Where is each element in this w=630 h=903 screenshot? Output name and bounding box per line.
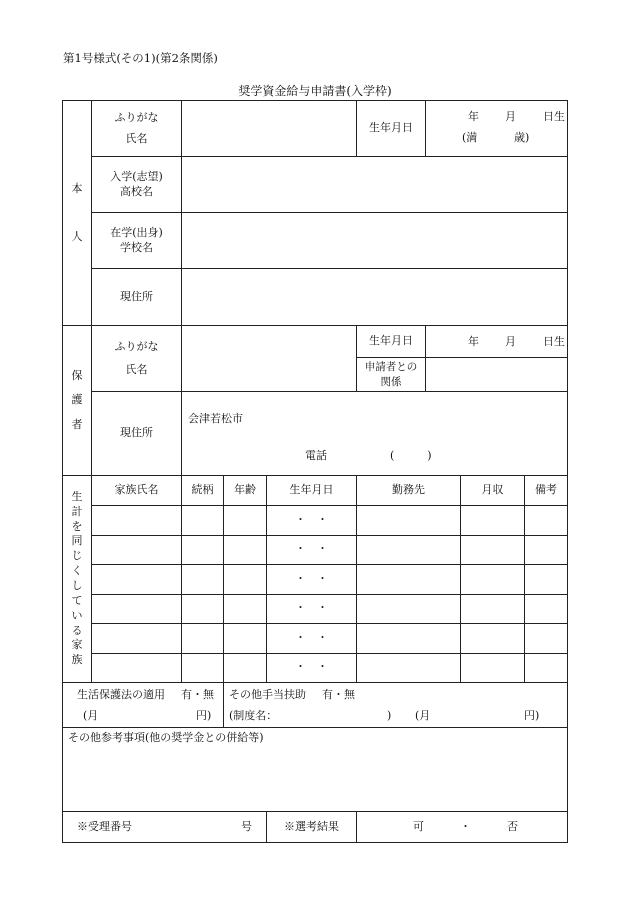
family-col-birthdate: 生年月日 — [267, 476, 357, 506]
family-workplace-cell[interactable] — [357, 506, 461, 536]
guardian-phone-parens: ( ) — [390, 448, 432, 462]
family-name-cell[interactable] — [92, 565, 182, 595]
current-school-label-text: 在学(出身) 学校名 — [110, 225, 163, 254]
guardian-birth-day: 日生 — [543, 335, 566, 348]
receipt-number-suffix: 号 — [241, 820, 252, 833]
family-relation-cell[interactable] — [182, 594, 224, 624]
applicant-section-text: 本 人 — [71, 181, 83, 244]
family-age-cell[interactable] — [224, 565, 267, 595]
family-income-cell[interactable] — [461, 565, 525, 595]
guardian-name-field[interactable] — [182, 326, 357, 392]
family-row — [63, 624, 568, 654]
guardian-phone-label: 電話 — [305, 448, 327, 462]
date-dots: ・ ・ — [295, 601, 328, 615]
applicant-name-label: 氏名 — [125, 131, 148, 145]
family-workplace-cell[interactable] — [357, 565, 461, 595]
guardian-address-value: 会津若松市 — [188, 412, 243, 425]
guardian-address-field[interactable] — [182, 392, 568, 476]
family-birthdate-cell[interactable] — [267, 565, 357, 595]
guardian-birthdate-field[interactable] — [426, 326, 568, 358]
applicant-name-field[interactable] — [182, 101, 357, 157]
family-workplace-cell[interactable] — [357, 653, 461, 683]
current-school-label — [92, 213, 182, 269]
date-dots: ・ ・ — [295, 512, 328, 526]
family-row — [63, 535, 568, 565]
family-remarks-cell[interactable] — [525, 506, 568, 536]
family-relation-cell[interactable] — [182, 535, 224, 565]
family-income-cell[interactable] — [461, 653, 525, 683]
welfare-month-open: (月 — [83, 709, 99, 722]
applicant-birth-month: 月 — [505, 110, 517, 123]
target-school-label — [92, 157, 182, 213]
welfare-cell[interactable] — [63, 683, 224, 728]
date-dots: ・ ・ — [295, 571, 328, 585]
family-col-age: 年齢 — [224, 476, 267, 506]
family-name-cell[interactable] — [92, 594, 182, 624]
family-col-name: 家族氏名 — [92, 476, 182, 506]
other-yen-close: 円) — [524, 709, 540, 722]
target-school-label-text: 入学(志望) 高校名 — [110, 169, 163, 198]
date-dots: ・ ・ — [295, 630, 328, 644]
family-income-cell[interactable] — [461, 624, 525, 654]
application-form-table — [62, 100, 568, 843]
guardian-furigana-label: ふりがな — [114, 339, 159, 353]
selection-result-label: ※選考結果 — [267, 812, 357, 843]
program-name-close: ) — [387, 709, 392, 722]
applicant-furigana-label: ふりがな — [114, 110, 159, 124]
other-month-open: (月 — [415, 709, 431, 722]
family-remarks-cell[interactable] — [525, 565, 568, 595]
form-title: 奨学資金給与申請書(入学枠) — [238, 84, 392, 98]
guardian-relation-label-text: 申請者との 関係 — [364, 361, 418, 388]
family-age-cell[interactable] — [224, 653, 267, 683]
result-no: 否 — [507, 820, 519, 833]
applicant-age-close: 歳) — [514, 131, 530, 144]
receipt-number-label: ※受理番号 — [77, 820, 132, 833]
applicant-section-label — [63, 101, 92, 326]
family-name-cell[interactable] — [92, 506, 182, 536]
applicant-name-label-cell — [92, 101, 182, 157]
family-row — [63, 565, 568, 595]
family-name-cell[interactable] — [92, 535, 182, 565]
family-remarks-cell[interactable] — [525, 535, 568, 565]
family-birthdate-cell[interactable] — [267, 653, 357, 683]
guardian-address-label: 現住所 — [92, 392, 182, 476]
family-relation-cell[interactable] — [182, 506, 224, 536]
program-name-label: (制度名： — [229, 709, 278, 722]
other-assistance-options: 有・無 — [322, 688, 355, 701]
family-birthdate-cell[interactable] — [267, 506, 357, 536]
applicant-address-field[interactable] — [182, 269, 568, 326]
family-workplace-cell[interactable] — [357, 535, 461, 565]
guardian-birthdate-label: 生年月日 — [357, 326, 426, 358]
guardian-section-label — [63, 326, 92, 476]
welfare-yen-close: 円) — [196, 709, 212, 722]
family-col-workplace: 勤務先 — [357, 476, 461, 506]
family-remarks-cell[interactable] — [525, 653, 568, 683]
family-birthdate-cell[interactable] — [267, 624, 357, 654]
family-remarks-cell[interactable] — [525, 594, 568, 624]
other-assistance-cell[interactable] — [224, 683, 568, 728]
applicant-age-open: (満 — [462, 131, 478, 144]
guardian-name-label: 氏名 — [125, 362, 148, 376]
guardian-name-label-cell — [92, 326, 182, 392]
family-income-cell[interactable] — [461, 506, 525, 536]
family-income-cell[interactable] — [461, 535, 525, 565]
guardian-relation-label — [357, 358, 426, 392]
welfare-options: 有・無 — [181, 688, 214, 701]
family-col-income: 月収 — [461, 476, 525, 506]
family-name-cell[interactable] — [92, 653, 182, 683]
family-remarks-cell[interactable] — [525, 624, 568, 654]
applicant-birth-year: 年 — [468, 110, 480, 123]
other-assistance-label: その他手当扶助 — [229, 688, 306, 701]
receipt-number-cell[interactable] — [63, 812, 267, 843]
notes-label: その他参考事項(他の奨学金との併給等) — [68, 731, 264, 744]
date-dots: ・ ・ — [295, 660, 328, 674]
result-separator: ・ — [460, 820, 472, 833]
family-col-relation: 続柄 — [182, 476, 224, 506]
family-income-cell[interactable] — [461, 594, 525, 624]
guardian-phone-line — [182, 449, 567, 464]
applicant-birth-day: 日生 — [543, 110, 566, 123]
family-name-cell[interactable] — [92, 624, 182, 654]
form-number: 第1号様式(その1)(第2条関係) — [63, 51, 218, 65]
family-relation-cell[interactable] — [182, 653, 224, 683]
applicant-address-label: 現住所 — [92, 269, 182, 326]
family-birthdate-cell[interactable] — [267, 535, 357, 565]
family-workplace-cell[interactable] — [357, 624, 461, 654]
applicant-birthdate-field[interactable] — [426, 101, 568, 157]
family-age-cell[interactable] — [224, 535, 267, 565]
family-relation-cell[interactable] — [182, 565, 224, 595]
current-school-field[interactable] — [182, 213, 568, 269]
family-age-cell[interactable] — [224, 506, 267, 536]
family-row — [63, 506, 568, 536]
guardian-relation-field[interactable] — [426, 358, 568, 392]
selection-result-cell[interactable] — [357, 812, 568, 843]
family-workplace-cell[interactable] — [357, 594, 461, 624]
family-age-cell[interactable] — [224, 624, 267, 654]
notes-cell[interactable] — [63, 728, 568, 812]
family-row — [63, 653, 568, 683]
family-row — [63, 594, 568, 624]
family-section-label — [63, 476, 92, 683]
family-col-remarks: 備考 — [525, 476, 568, 506]
date-dots: ・ ・ — [295, 542, 328, 556]
family-birthdate-cell[interactable] — [267, 594, 357, 624]
family-section-text: 生 計 を 同 じ く し て い る 家 族 — [71, 489, 83, 667]
family-age-cell[interactable] — [224, 594, 267, 624]
welfare-label: 生活保護法の適用 — [77, 688, 165, 701]
guardian-section-text: 保 護 者 — [71, 369, 83, 431]
result-yes: 可 — [413, 820, 425, 833]
guardian-birth-month: 月 — [505, 335, 517, 348]
guardian-birth-year: 年 — [468, 335, 480, 348]
target-school-field[interactable] — [182, 157, 568, 213]
applicant-birthdate-label: 生年月日 — [357, 101, 426, 157]
family-relation-cell[interactable] — [182, 624, 224, 654]
